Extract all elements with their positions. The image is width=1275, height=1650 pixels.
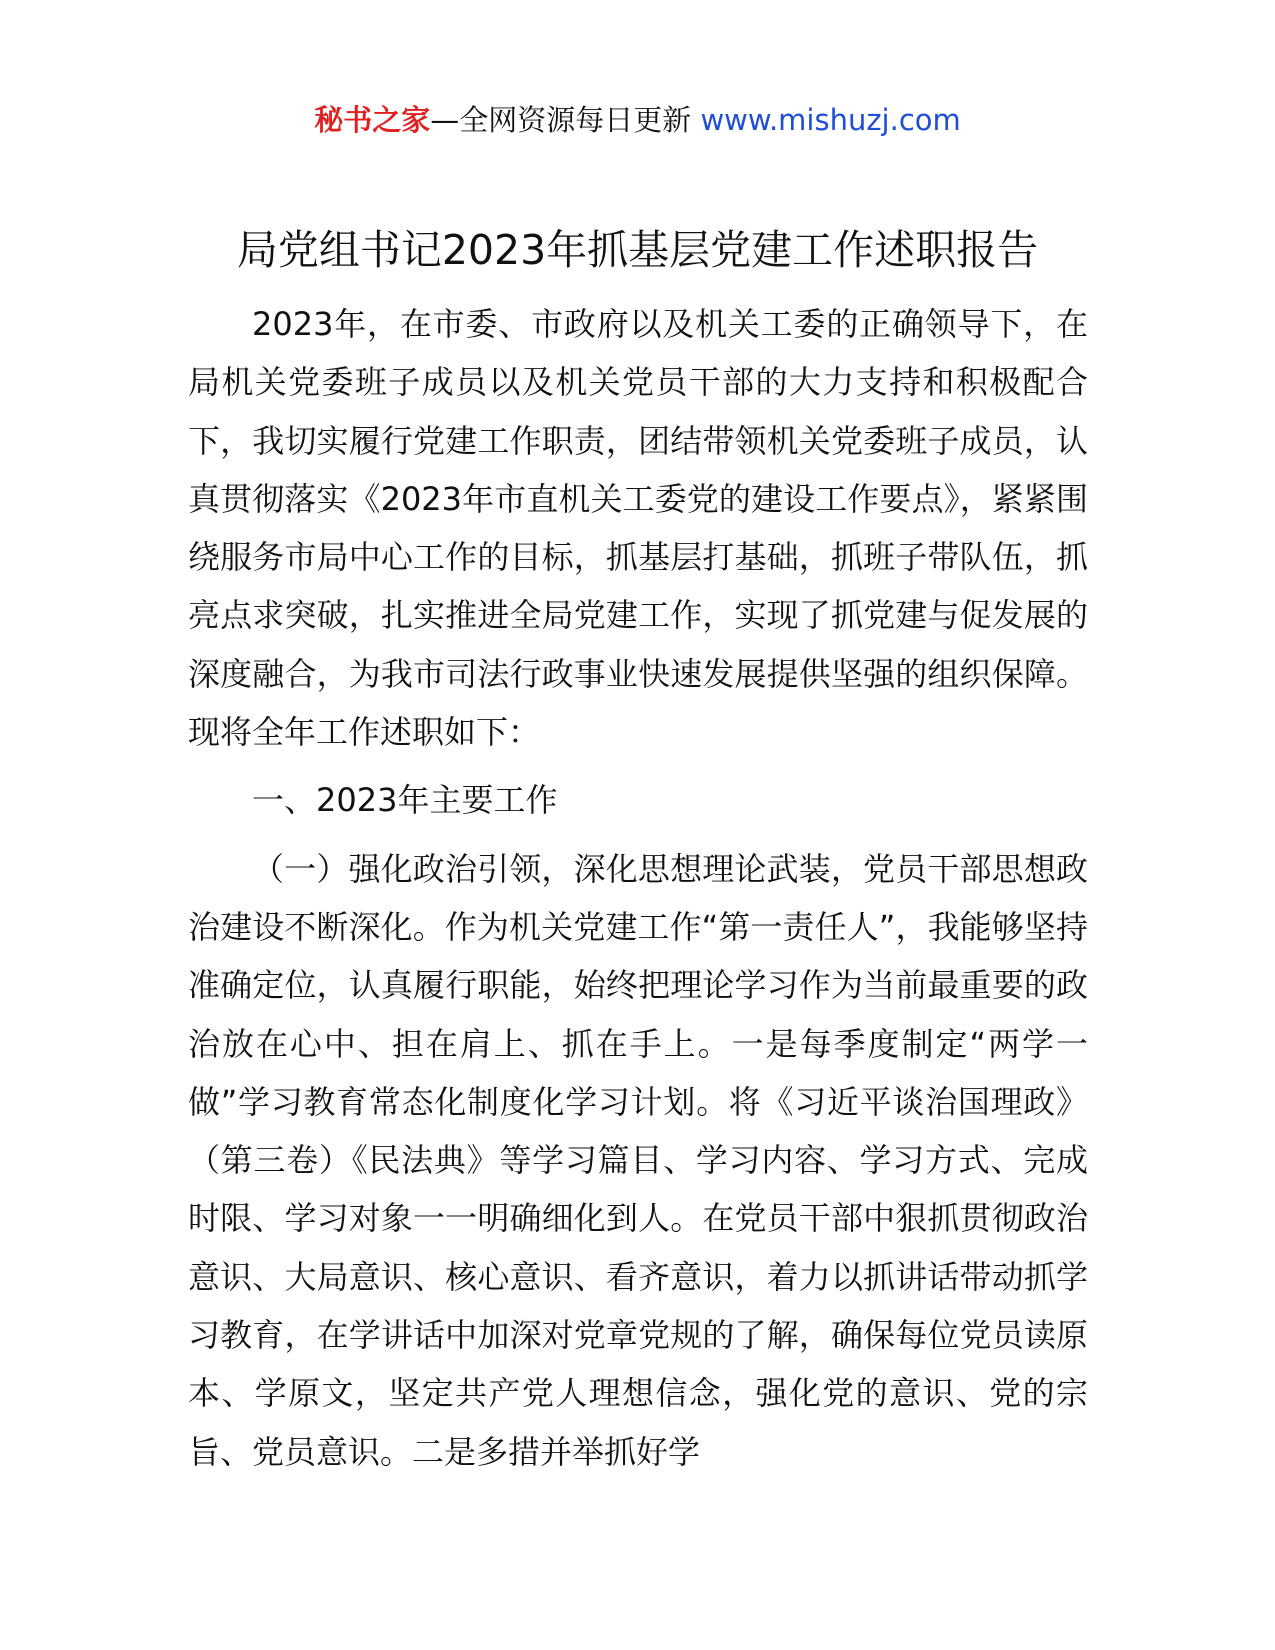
site-header (0, 100, 1275, 140)
document-body (188, 295, 1088, 1481)
site-brand: 秘书之家 (314, 103, 431, 137)
site-tagline: —全网资源每日更新 (430, 103, 701, 137)
document-title: 局党组书记2023年抓基层党建工作述职报告 (236, 226, 1039, 274)
section-heading: 一、2023年主要工作 (252, 781, 558, 820)
section-paragraph: （一）强化政治引领，深化思想理论武装，党员干部思想政治建设不断深化。作为机关党建工作“第一责任人”，我能够坚持准确定位，认真履行职能，始终把理论学习作为当前最重要的政治放在心中、担在肩上、抓在手上。一是每季度制定“两学一做”学习教育常态化制度化学习计划。将《习近平谈治国理政》（第三卷）《民法典》等学习篇目、学习内容、学习方式、完成时限、学习对象一一明确细化到人。在党员干部中狠抓贯彻政治意识、大局意识、核心意识、看齐意识，着力以抓讲话带动抓学习教育，在学讲话中加深对党章党规的了解，确保每位党员读原本、学原文，坚定共产党人理想信念，强化党的意识、党的宗旨、党员意识。二是多措并举抓好学 (188, 849, 1088, 1471)
intro-paragraph: 2023年，在市委、市政府以及机关工委的正确领导下，在局机关党委班子成员以及机关党员干部的大力支持和积极配合下，我切实履行党建工作职责，团结带领机关党委班子成员，认真贯彻落实《2023年市直机关工委党的建设工作要点》，紧紧围绕服务市局中心工作的目标，抓基层打基础，抓班子带队伍，抓亮点求突破，扎实推进全局党建工作，实现了抓党建与促发展的深度融合，为我市司法行政事业快速发展提供坚强的组织保障。现将全年工作述职如下： (188, 305, 1088, 752)
site-url-link[interactable]: www.mishuzj.com (700, 103, 961, 137)
